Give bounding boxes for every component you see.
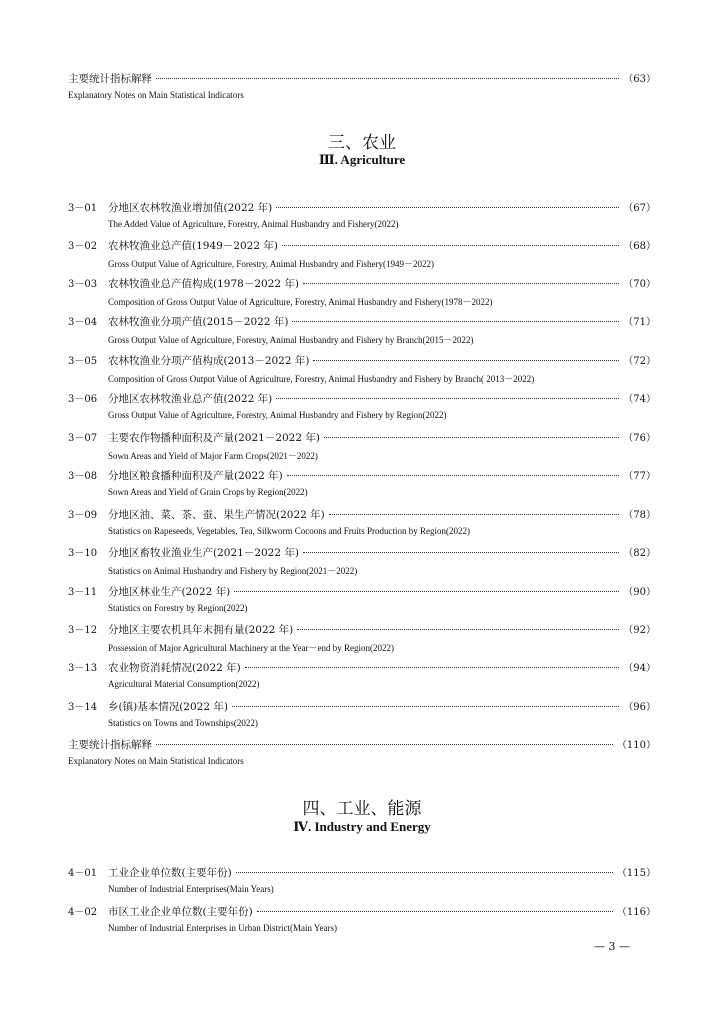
toc-title-en: Statistics on Rapeseeds, Vegetables, Tea, Silkworm Cocoons and Fruits Production by Region(2022) [108, 526, 470, 536]
toc-title-zh: 主要统计指标解释 [68, 73, 152, 85]
toc-title-en: Statistics on Towns and Townships(2022) [108, 718, 258, 728]
toc-entry[interactable] [68, 237, 656, 253]
toc-page: （68） [623, 241, 656, 252]
leader-dots [232, 706, 619, 707]
toc-number: 3－03 [68, 279, 98, 290]
toc-number: 3－12 [68, 625, 98, 636]
toc-number: 3－04 [68, 317, 98, 328]
toc-title-en: Sown Areas and Yield of Major Farm Crops(2021－2022) [108, 451, 318, 461]
toc-number: 3－02 [68, 241, 98, 252]
toc-title-zh: 工业企业单位数(主要年份) [108, 867, 232, 879]
toc-entry[interactable] [68, 390, 656, 406]
toc-title-zh: 主要统计指标解释 [68, 739, 152, 751]
toc-page: （72） [623, 356, 656, 367]
toc-number: 3－06 [68, 394, 98, 405]
leader-dots [303, 552, 619, 553]
leader-dots [156, 78, 619, 79]
leader-dots [276, 398, 619, 399]
toc-title-en: Composition of Gross Output Value of Agriculture, Forestry, Animal Husbandry and Fishery by Branch( 2013－2022) [108, 374, 535, 384]
toc-title-zh: 农林牧渔业总产值(1949－2022 年) [108, 240, 278, 252]
toc-page: （110） [616, 740, 656, 751]
toc-number: 3－08 [68, 471, 98, 482]
toc-title-en: Gross Output Value of Agriculture, Forestry, Animal Husbandry and Fishery by Branch(2015－2022) [108, 335, 474, 345]
toc-title-en: Gross Output Value of Agriculture, Forestry, Animal Husbandry and Fishery by Region(2022) [108, 410, 447, 420]
toc-title-zh: 农林牧渔业分项产值(2015－2022 年) [108, 316, 289, 328]
toc-title-en: Sown Areas and Yield of Grain Crops by Region(2022) [108, 487, 308, 497]
toc-title-en: Statistics on Forestry by Region(2022) [108, 603, 248, 613]
toc-entry[interactable] [68, 429, 656, 445]
toc-number: 3－13 [68, 663, 98, 674]
toc-page: （82） [623, 548, 656, 559]
leader-dots [303, 283, 619, 284]
leader-dots [324, 437, 619, 438]
toc-title-en: Number of Industrial Enterprises in Urban District(Main Years) [108, 923, 337, 933]
toc-entry[interactable] [68, 352, 656, 368]
leader-dots [156, 744, 613, 745]
toc-title-zh: 分地区畜牧业渔业生产(2021－2022 年) [108, 547, 299, 559]
toc-page: （115） [616, 868, 656, 879]
leader-dots [297, 629, 619, 630]
toc-page: （67） [623, 203, 656, 214]
toc-title-en: Gross Output Value of Agriculture, Forestry, Animal Husbandry and Fishery(1949－2022) [108, 259, 434, 269]
toc-entry[interactable] [68, 903, 656, 919]
toc-entry[interactable] [68, 544, 656, 560]
toc-entry-notes[interactable] [68, 736, 656, 752]
page-number: — 3 — [594, 940, 630, 953]
toc-title-zh: 分地区粮食播种面积及产量(2022 年) [108, 470, 283, 482]
toc-entry[interactable] [68, 659, 656, 675]
toc-title-en: Statistics on Animal Husbandry and Fishery by Region(2021－2022) [108, 566, 358, 576]
toc-entry[interactable] [68, 199, 656, 215]
toc-title-zh: 分地区油、菜、茶、蚕、果生产情况(2022 年) [108, 509, 325, 521]
toc-title-zh: 农林牧渔业分项产值构成(2013－2022 年) [108, 355, 310, 367]
leader-dots [236, 872, 613, 873]
toc-title-en: The Added Value of Agriculture, Forestry, Animal Husbandry and Fishery(2022) [108, 219, 399, 229]
toc-page: （74） [623, 394, 656, 405]
toc-page: （90） [623, 587, 656, 598]
section-title-en: Ⅲ. Agriculture [318, 152, 406, 167]
leader-dots [257, 911, 613, 912]
toc-entry[interactable] [68, 275, 656, 291]
leader-dots [282, 245, 619, 246]
toc-title-zh: 分地区主要农机具年末拥有量(2022 年) [108, 624, 294, 636]
section-title-zh: 三、农业 [328, 133, 396, 153]
leader-dots [329, 514, 620, 515]
toc-title-zh: 乡(镇)基本情况(2022 年) [108, 701, 228, 713]
leader-dots [276, 207, 619, 208]
toc-number: 3－05 [68, 356, 98, 367]
toc-entry[interactable] [68, 864, 656, 880]
toc-number: 4－02 [68, 907, 98, 918]
toc-page: （71） [623, 317, 656, 328]
toc-entry[interactable] [68, 506, 656, 522]
toc-number: 3－07 [68, 433, 98, 444]
toc-title-en: Number of Industrial Enterprises(Main Years) [108, 884, 274, 894]
toc-title-zh: 分地区农林牧渔业总产值(2022 年) [108, 393, 273, 405]
toc-number: 3－09 [68, 510, 98, 521]
leader-dots [287, 475, 620, 476]
toc-page: （94） [623, 663, 656, 674]
leader-dots [234, 591, 619, 592]
toc-entry-notes-top[interactable] [68, 70, 656, 86]
toc-title-en: Explanatory Notes on Main Statistical Indicators [68, 90, 244, 100]
toc-page: （78） [623, 510, 656, 521]
toc-title-zh: 分地区林业生产(2022 年) [108, 586, 231, 598]
toc-page: （96） [623, 702, 656, 713]
toc-entry[interactable] [68, 467, 656, 483]
toc-number: 3－14 [68, 702, 98, 713]
toc-title-en: Possession of Major Agricultural Machinery at the Year－end by Region(2022) [108, 643, 394, 653]
toc-page: （92） [623, 625, 656, 636]
toc-title-en: Explanatory Notes on Main Statistical Indicators [68, 756, 244, 766]
leader-dots [292, 321, 619, 322]
toc-entry[interactable] [68, 621, 656, 637]
section-title-zh: 四、工业、能源 [302, 799, 422, 819]
toc-page: （70） [623, 279, 656, 290]
toc-entry[interactable] [68, 698, 656, 714]
toc-entry[interactable] [68, 313, 656, 329]
toc-page: （76） [623, 433, 656, 444]
toc-title-en: Agricultural Material Consumption(2022) [108, 679, 260, 689]
section-title-en: Ⅳ. Industry and Energy [293, 819, 431, 834]
leader-dots [313, 360, 619, 361]
toc-title-zh: 主要农作物播种面积及产量(2021－2022 年) [108, 432, 320, 444]
toc-page: （77） [623, 471, 656, 482]
toc-entry[interactable] [68, 583, 656, 599]
toc-number: 3－10 [68, 548, 98, 559]
toc-title-zh: 分地区农林牧渔业增加值(2022 年) [108, 202, 273, 214]
toc-title-en: Composition of Gross Output Value of Agriculture, Forestry, Animal Husbandry and Fishery(1978－2022) [108, 297, 493, 307]
toc-title-zh: 农林牧渔业总产值构成(1978－2022 年) [108, 278, 299, 290]
toc-title-zh: 农业物资消耗情况(2022 年) [108, 662, 241, 674]
toc-page: （63） [623, 74, 656, 85]
toc-number: 3－11 [68, 587, 98, 598]
toc-number: 4－01 [68, 868, 98, 879]
leader-dots [245, 667, 620, 668]
toc-number: 3－01 [68, 203, 98, 214]
toc-title-zh: 市区工业企业单位数(主要年份) [108, 906, 253, 918]
toc-page: （116） [616, 907, 656, 918]
